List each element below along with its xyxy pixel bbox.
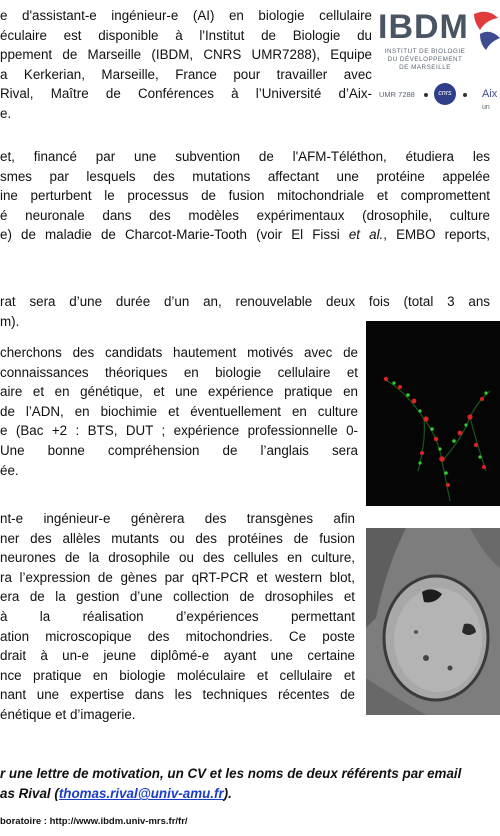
logo-umr: UMR 7288 xyxy=(379,90,415,99)
paragraph-project xyxy=(0,147,490,245)
text-line: ra l’expression de gènes par qRT-PCR et western blot, xyxy=(0,569,355,585)
text-line: nce pratique en biologie moléculaire et cellulaire et xyxy=(0,667,355,683)
text-segment: , EMBO reports, xyxy=(383,227,491,243)
lab-website: boratoire : http://www.ibdm.univ-mrs.fr/fr/ xyxy=(0,816,188,827)
text-line: era de la gestion d’une collection de drosophiles et xyxy=(0,589,355,605)
text-line: m). xyxy=(0,313,20,329)
text-line: smes par lesquels des mutations affectant une protéine appelée xyxy=(0,168,490,184)
text-line: nt-e ingénieur-e génèrera des transgènes afin xyxy=(0,511,355,526)
text-line: e d'assistant-e ingénieur-e (AI) en biologie cellulaire xyxy=(0,8,372,23)
text-line: aire et en génétique, et une expérience pratique en xyxy=(0,384,358,400)
text-line: énétique et d’imagerie. xyxy=(0,706,136,722)
text-line: éculaire est disponible à l'Institut de Biologie du xyxy=(0,27,372,43)
text-line: ation microscopique des mitochondries. Ce poste xyxy=(0,628,355,644)
text-line: cherchons des candidats hautement motivés avec de xyxy=(0,345,358,360)
text-line: nant une expertise dans les techniques récentes de xyxy=(0,687,355,703)
contact-text: as Rival ( xyxy=(0,786,59,801)
paragraph-intro xyxy=(0,6,372,124)
contact-line: r une lettre de motivation, un CV et les noms de deux référents par email xyxy=(0,766,462,781)
text-line: neurones de la drosophile ou des cellules en culture, xyxy=(0,550,355,566)
text-line: drait à un-e jeune diplômé-e ayant une certaine xyxy=(0,648,355,664)
neuron-fluorescence-icon xyxy=(366,321,500,506)
text-line: connaissances théoriques en biologie cellulaire et xyxy=(0,364,358,380)
contact-instructions xyxy=(0,764,496,804)
text-line: à la réalisation d’expériences permettant xyxy=(0,608,355,624)
text-line: e (Bac +2 : BTS, DUT ; expérience professionnelle 0- xyxy=(0,423,358,439)
fluorescence-microscopy-image xyxy=(366,321,500,506)
text-line: rat sera d’une durée d’un an, renouvelable deux fois (total 3 ans xyxy=(0,294,490,309)
separator-dot xyxy=(463,93,467,97)
text-line: Rival, Maître de Conférences à l’Université d’Aix- xyxy=(0,86,372,102)
text-line: a Kerkerian, Marseille, France pour travailler avec xyxy=(0,66,372,82)
text-line: ner des allèles mutants ou des protéines de fusion xyxy=(0,530,355,546)
text-line: de l’ADN, en biochimie et éventuellement en culture xyxy=(0,403,358,419)
electron-micrograph-image xyxy=(366,528,500,715)
aix-logo xyxy=(482,88,500,112)
text-line: e. xyxy=(0,105,12,121)
email-link[interactable]: thomas.rival@univ-amu.fr xyxy=(58,786,224,801)
text-line: Une bonne compréhension de l’anglais sera xyxy=(0,442,358,458)
electron-micrograph-icon xyxy=(366,528,500,715)
aix-logo-sub: un xyxy=(482,104,490,111)
text-italic: et al. xyxy=(348,227,384,243)
aix-logo-text: Aix xyxy=(482,88,498,100)
text-line: ée. xyxy=(0,462,19,478)
text-line: ppement de Marseille (IBDM, CNRS UMR7288), Equipe xyxy=(0,47,372,63)
text-segment: e) de maladie de Charcot-Marie-Tooth (voir El Fissi xyxy=(0,227,349,243)
contact-text: ). xyxy=(223,786,232,801)
paragraph-tasks xyxy=(0,509,355,725)
logo-subtitle: INSTITUT DE BIOLOGIE DU DÉVELOPPEMENT DE MARSEILLE xyxy=(384,48,466,71)
text-line: et, financé par une subvention de l'AFM-Téléthon, étudiera les xyxy=(0,149,490,164)
contact-line xyxy=(0,784,496,804)
logo-name: IBDM xyxy=(378,8,469,46)
text-line: é neuronale dans des modèles expérimentaux (drosophile, culture xyxy=(0,207,490,223)
ibdm-logo xyxy=(378,8,500,111)
text-line: ine perturbent le processus de fusion mitochondriale et compromettent xyxy=(0,188,490,204)
logo-mark-icon xyxy=(472,8,500,52)
cnrs-logo: cnrs xyxy=(434,83,456,105)
paragraph-candidate xyxy=(0,343,358,480)
separator-dot xyxy=(424,93,428,97)
text-line xyxy=(0,225,490,245)
